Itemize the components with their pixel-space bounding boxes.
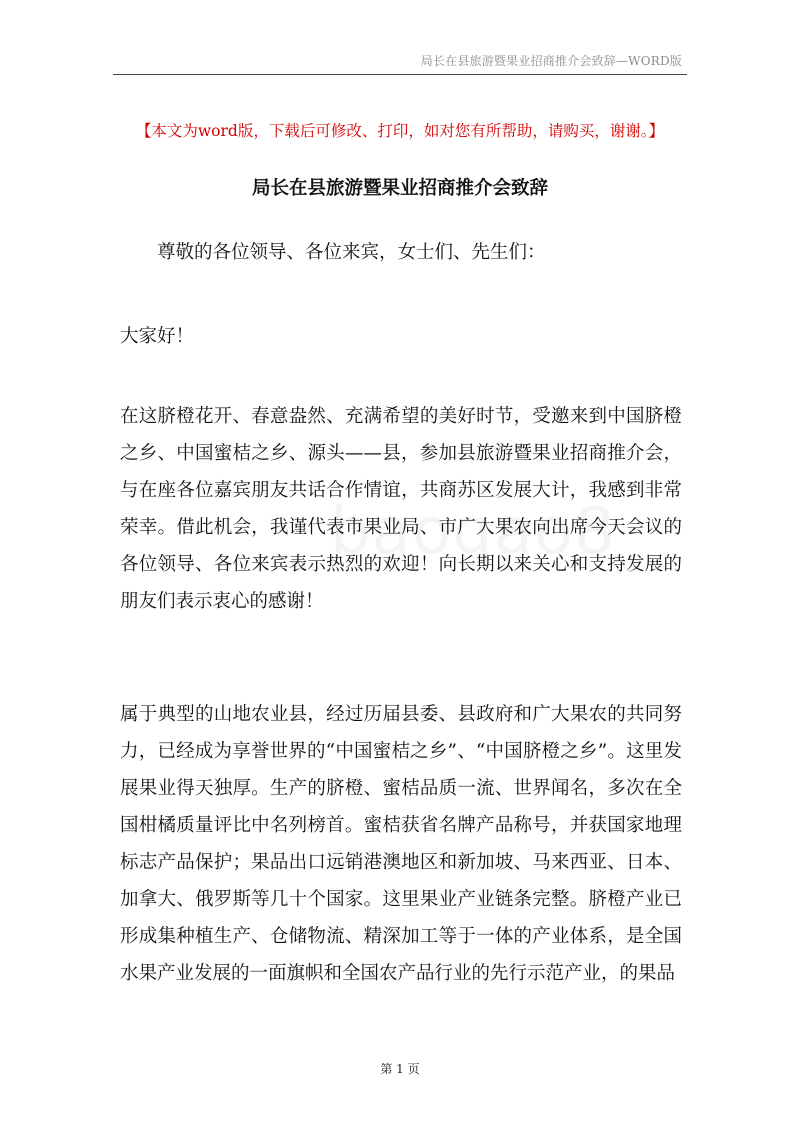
greeting: 大家好！ [120,326,195,347]
download-notice: 【本文为word版，下载后可修改、打印，如对您有所帮助，请购买，谢谢。】 [135,122,665,140]
page-number: 第 1 页 [380,1062,420,1076]
running-header: 局长在县旅游暨果业招商推介会致辞—WORD版 [420,54,682,68]
document-title: 局长在县旅游暨果业招商推介会致辞 [251,178,548,199]
salutation: 尊敬的各位领导、各位来宾，女士们、先生们： [157,242,546,263]
header-divider [113,74,687,75]
paragraph-1: 在这脐橙花开、春意盎然、充满希望的美好时节，受邀来到中国脐橙之乡、中国蜜桔之乡、源头——县，参加县旅游暨果业招商推介会，与在座各位嘉宾朋友共话合作情谊，共商苏区发展大计，我感到非常荣幸。借此机会，我谨代表市果业局、市广大果农向出席今天会议的各位领导、各位来宾表示热烈的欢迎！向长期以来关心和支持发展的朋友们表示衷心的感谢！ [120,406,682,612]
paragraph-2: 属于典型的山地农业县，经过历届县委、县政府和广大果农的共同努力，已经成为享誉世界的“中国蜜桔之乡”、“中国脐橙之乡”。这里发展果业得天独厚。生产的脐橙、蜜桔品质一流、世界闻名，多次在全国柑橘质量评比中名列榜首。蜜桔获省名牌产品称号，并获国家地理标志产品保护；果品出口远销港澳地区和新加坡、马来西亚、日本、加拿大、俄罗斯等几十个国家。这里果业产业链条完整。脐橙产业已形成集种植生产、仓储物流、精深加工等于一体的产业体系，是全国水果产业发展的一面旗帜和全国农产品行业的先行示范产业，的果品 [120,704,682,984]
